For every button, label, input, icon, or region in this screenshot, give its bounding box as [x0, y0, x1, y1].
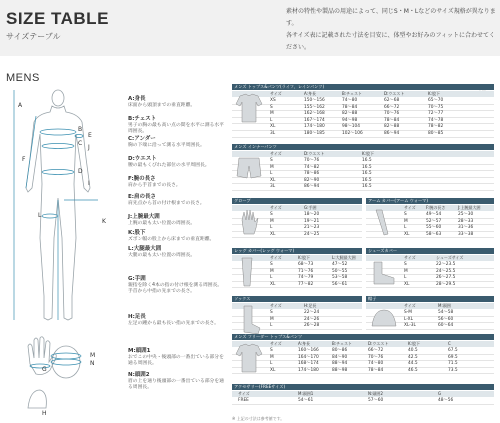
column-header: サイズ	[404, 205, 416, 210]
table-cell: 16.5	[362, 184, 372, 190]
table-cell: 46.5	[408, 367, 418, 373]
table-cell: 42.5	[408, 354, 418, 360]
table-cell: 21〜23	[304, 225, 320, 231]
table-row	[232, 361, 494, 368]
table-cell: XL	[270, 177, 276, 183]
table-cell: 54〜61	[298, 398, 314, 403]
table-row	[232, 124, 494, 131]
table-cell: 82〜88	[342, 111, 358, 117]
table-cell: 22〜23.5	[436, 262, 456, 267]
table-row	[232, 158, 494, 165]
column-header: G:手囲	[304, 205, 317, 210]
table-cell: 70〜76	[368, 354, 384, 360]
figure-letter-m: M	[90, 352, 96, 359]
measurement-item: K:股下 ズボン幅の股上から床までの垂直距離。	[128, 230, 215, 242]
table-cell: S	[404, 212, 407, 217]
table-cell: 98〜104	[342, 124, 360, 130]
table-cell: 67.5	[448, 348, 458, 353]
table-cell: 24〜26	[304, 316, 320, 322]
table-cell: L	[270, 117, 273, 123]
table-cell: 16.5	[362, 177, 372, 183]
table-cell: 88〜98	[332, 367, 348, 373]
table-cell: 74〜80	[368, 361, 384, 367]
figure-letter-c: C	[78, 140, 83, 147]
table-cell: 22〜24	[304, 310, 320, 315]
table-cell: M	[404, 218, 408, 224]
shoe-product-icon	[368, 256, 398, 288]
column-header: サイズ	[270, 341, 282, 346]
figure-letter-i: I	[88, 180, 90, 187]
table-cell: L	[270, 323, 273, 329]
measurement-item: L:大腿最大囲 大腿の最も太い位置の周囲長。	[128, 246, 196, 258]
column-header: D:ウエスト	[384, 91, 405, 96]
measurement-item: C:アンダー 胸の下端に沿って測る水平周囲長。	[128, 136, 205, 148]
table-cell: 57〜60	[368, 398, 384, 403]
table-cell: 174〜180	[298, 367, 319, 373]
table-cell: 77〜82	[298, 281, 314, 287]
cap-product-icon	[368, 304, 398, 336]
column-header: C	[448, 341, 451, 346]
measurement-item: A:身長 床面から頭頂までの垂直距離。	[128, 96, 196, 108]
table-row	[232, 398, 494, 405]
table-header-row	[232, 391, 494, 397]
table-cell: 52〜57	[426, 218, 442, 224]
column-header: サイズ	[270, 205, 282, 210]
column-header: サイズ	[238, 391, 250, 396]
table-cell: 19〜21	[304, 218, 320, 224]
table-cell: 86〜94	[304, 184, 320, 190]
column-header: K:股下	[362, 151, 374, 156]
table-title: メンズ インナーパンツ	[232, 144, 494, 150]
table-cell: 71.5	[448, 361, 458, 367]
measurement-item: N:頭囲2 眉の上を通り後頭部の一番出ている部分を通る周囲長。	[128, 372, 224, 390]
table-cell: 16.5	[362, 164, 372, 170]
table-cell: 78〜84	[342, 104, 358, 110]
table-cell: 60〜64	[438, 323, 454, 329]
intro-text	[286, 6, 496, 54]
table-cell: 70〜75	[428, 104, 444, 110]
table-cell: 47〜52	[332, 262, 348, 267]
table-cell: 102〜106	[342, 131, 363, 136]
table-cell: L	[270, 361, 273, 367]
jersey-product-icon	[234, 342, 264, 374]
figure-letter-h: H	[42, 410, 47, 417]
table-cell: 167〜174	[304, 117, 325, 123]
figure-letter-a: A	[18, 102, 23, 109]
table-cell: 58〜63	[426, 231, 442, 237]
table-cell: 66〜72	[368, 348, 384, 353]
figure-letter-b: B	[78, 126, 83, 133]
table-row	[232, 111, 494, 118]
table-cell: 180〜185	[304, 131, 325, 136]
table-title: メンズ フリーダー トップス&パンツ	[232, 334, 494, 340]
table-title: メンズ トップス&パンツ(ライフ、レインパンツ)	[232, 84, 494, 90]
table-cell: L-XL	[404, 316, 413, 322]
table-cell: 80〜86	[332, 348, 348, 353]
table-cell: 54〜58	[438, 310, 454, 315]
column-header: サイズ	[270, 255, 282, 260]
table-row	[232, 131, 494, 138]
table-cell: 25〜30	[458, 212, 474, 217]
table-cell: 28〜33	[458, 218, 474, 224]
table-cell: S	[270, 104, 273, 110]
table-cell: XL	[404, 231, 410, 237]
table-cell: 82〜90	[304, 177, 320, 183]
table-title: アーム カバー(アーム ウォーマ)	[366, 198, 494, 204]
table-cell: 56〜60	[438, 316, 454, 322]
table-cell: XL-3L	[404, 323, 416, 329]
measurement-item: B:チェスト 男子の胸の最も高い点の間を水平に測る水平周囲長。	[128, 116, 224, 134]
column-header: F:腕の長さ	[426, 205, 446, 210]
table-cell: M	[404, 268, 408, 274]
figure-letter-f: F	[22, 156, 26, 163]
table-cell: S-M	[404, 310, 412, 315]
table-title: グローブ	[232, 198, 362, 204]
table-cell: 74〜78	[428, 117, 444, 123]
column-header: D:ウエスト	[304, 151, 325, 156]
glove-product-icon	[234, 206, 264, 238]
table-cell: S	[270, 310, 273, 315]
table-cell: 70〜76	[384, 111, 400, 117]
figure-letter-e: E	[88, 132, 92, 139]
table-cell: 68〜73	[298, 262, 314, 267]
figure-letter-d: D	[78, 168, 83, 175]
column-header: サイズ	[270, 303, 282, 308]
table-cell: 160〜166	[298, 348, 319, 353]
table-cell: XL	[404, 281, 410, 287]
table-cell: S	[270, 158, 273, 163]
column-header: サイズ	[270, 151, 282, 156]
table-cell: 72〜77	[428, 111, 444, 117]
table-cell: 174〜180	[304, 124, 325, 130]
table-cell: 48〜56	[438, 398, 454, 403]
table-cell: 50〜55	[332, 268, 348, 274]
head-diagram-icon	[36, 338, 96, 388]
table-cell: 88〜94	[332, 361, 348, 367]
figure-letter-k: K	[102, 218, 106, 225]
table-cell: M	[270, 316, 274, 322]
column-header: N:頭囲2	[368, 391, 383, 396]
leg-product-icon	[234, 256, 264, 288]
table-cell: 40.5	[408, 348, 418, 353]
table-cell: 73.5	[448, 367, 458, 373]
measurement-item: E:肩の長さ 肩先点から首の付け根までの長さ。	[128, 194, 205, 206]
table-cell: 82〜88	[384, 124, 400, 130]
table-cell: 70〜76	[304, 158, 320, 163]
table-cell: FREE	[238, 398, 249, 403]
intro-line: 素材の特性や製品の用途によって、同じS・M・Lなどのサイズ規格が異なります。	[286, 8, 496, 27]
table-cell: 78〜84	[384, 117, 400, 123]
table-row	[232, 98, 494, 105]
table-cell: 28〜29.5	[436, 281, 456, 287]
shorts-product-icon	[234, 152, 264, 184]
table-cell: 84〜90	[332, 354, 348, 360]
table-cell: 162〜168	[304, 111, 325, 117]
page-subtitle: サイズテーブル	[6, 32, 61, 41]
table-cell: 26〜27.5	[436, 275, 456, 281]
table-cell: 56〜61	[332, 281, 348, 287]
sock-product-icon	[234, 304, 264, 336]
table-cell: 16.5	[362, 158, 372, 163]
table-cell: L	[404, 275, 407, 281]
table-cell: 24〜25.5	[436, 268, 456, 274]
table-cell: 94〜98	[342, 117, 358, 123]
table-cell: XL	[270, 367, 276, 373]
page-header	[0, 0, 500, 68]
table-cell: 18〜20	[304, 212, 320, 217]
table-cell: XL	[270, 281, 276, 287]
table-header-row	[232, 151, 494, 157]
footer-note: ※ 上記の寸法は参考値です。	[232, 416, 285, 421]
table-row	[232, 171, 494, 178]
column-header: D:ウエスト	[368, 341, 389, 346]
figure-letter-l: L	[38, 212, 42, 219]
table-cell: S	[270, 212, 273, 217]
table-cell: 74〜80	[342, 98, 358, 103]
table-cell: M	[270, 111, 274, 117]
table-cell: 49〜54	[426, 212, 442, 217]
table-cell: 65〜70	[428, 98, 444, 103]
table-cell: XS	[270, 98, 276, 103]
measurement-item: D:ウエスト 腰の最もくびれた部位の水平周囲長。	[128, 156, 210, 168]
intro-line: 各サイズ表に記載された寸法を目安に、体型やお好みのフィットに合わせてください。	[286, 32, 496, 51]
table-cell: 74〜82	[304, 164, 320, 170]
column-header: K:股下	[298, 255, 310, 260]
table-cell: 168〜174	[298, 361, 319, 367]
table-row	[232, 368, 494, 375]
table-title: シューズカバー	[366, 248, 494, 254]
table-cell: 55〜60	[426, 225, 442, 231]
table-cell: M	[270, 354, 274, 360]
column-header: J:上腕最大囲	[458, 205, 481, 210]
table-cell: L	[270, 225, 273, 231]
page-title: SIZE TABLE	[6, 9, 109, 28]
table-title: 帽子	[366, 296, 494, 302]
table-title: ソックス	[232, 296, 362, 302]
table-cell: 78〜82	[428, 124, 444, 130]
table-cell: XL	[270, 231, 276, 237]
table-cell: 53〜58	[332, 275, 348, 281]
body-figure	[6, 88, 126, 422]
measurement-item: J:上腕最大囲 上腕の最も太い位置の周囲長。	[128, 214, 196, 226]
table-cell: S	[404, 262, 407, 267]
column-header: M:頭囲1	[298, 391, 314, 396]
table-cell: 155〜162	[304, 104, 325, 110]
table-cell: 74〜79	[298, 275, 314, 281]
table-cell: 71〜76	[298, 268, 314, 274]
column-header: B:チェスト	[342, 91, 362, 96]
table-cell: 86〜94	[384, 131, 400, 136]
table-cell: 3L	[270, 131, 276, 136]
table-header-row	[232, 341, 494, 347]
figure-letter-j: J	[88, 144, 90, 151]
column-header: L:大腿最大囲	[332, 255, 356, 260]
table-row	[232, 184, 494, 191]
column-header: サイズ	[404, 255, 416, 260]
table-cell: S	[270, 348, 273, 353]
column-header: A:身長	[304, 91, 317, 96]
table-cell: 164〜170	[298, 354, 319, 360]
table-title: アクセサリー(FREEサイズ)	[232, 384, 494, 390]
measurement-item: F:腕の長さ 肩から手首までの長さ。	[128, 176, 181, 188]
column-header: K:股下	[408, 341, 420, 346]
table-cell: 44.5	[408, 361, 418, 367]
section-label: MENS	[6, 72, 40, 84]
table-cell: L	[270, 275, 273, 281]
table-header-row	[232, 91, 494, 97]
table-cell: 78〜86	[304, 171, 320, 177]
table-cell: M	[270, 268, 274, 274]
table-cell: L	[270, 171, 273, 177]
table-cell: 16.5	[362, 171, 372, 177]
table-cell: 31〜36	[458, 225, 474, 231]
column-header: サイズ	[404, 303, 416, 308]
jersey-product-icon	[234, 92, 264, 124]
figure-letter-n: N	[90, 360, 95, 367]
table-title: レッグ カバー(レッグ ウォーマ)	[232, 248, 362, 254]
measurement-item: M:頭囲1 おでこの中央・後頭部の一番出ている部分を通る周囲長。	[128, 348, 224, 366]
table-cell: M	[270, 164, 274, 170]
column-header: シューズサイズ	[436, 255, 464, 260]
table-row	[232, 348, 494, 355]
table-cell: 80〜85	[428, 131, 444, 136]
column-header: G	[438, 391, 442, 396]
column-header: K:股下	[428, 91, 440, 96]
table-cell: 24〜25	[304, 231, 320, 237]
table-cell: 66〜72	[384, 104, 400, 110]
column-header: M:頭囲	[438, 303, 451, 308]
measurement-item: G:手囲 親指を除く4本の指の付け根を測る周囲長。手首から中指の先までの長さ。	[128, 276, 223, 294]
table-cell: S	[270, 262, 273, 267]
measurement-item: H:足長 左足の踵から最も長い指の先までの長さ。	[128, 314, 219, 326]
column-header: B:チェスト	[332, 341, 352, 346]
figure-letter-g: G	[42, 366, 47, 373]
table-cell: XL	[270, 124, 276, 130]
table-cell: 62〜68	[384, 98, 400, 103]
table-cell: 69.5	[448, 354, 458, 360]
column-header: H:足長	[304, 303, 317, 308]
arm-product-icon	[368, 206, 398, 238]
column-header: A:身長	[298, 341, 311, 346]
table-cell: 150〜156	[304, 98, 325, 103]
table-cell: L	[404, 225, 407, 231]
table-cell: 3L	[270, 184, 276, 190]
column-header: サイズ	[270, 91, 282, 96]
table-cell: M	[270, 218, 274, 224]
table-cell: 33〜38	[458, 231, 474, 237]
table-cell: 26〜28	[304, 323, 320, 329]
table-cell: 78〜84	[368, 367, 384, 373]
